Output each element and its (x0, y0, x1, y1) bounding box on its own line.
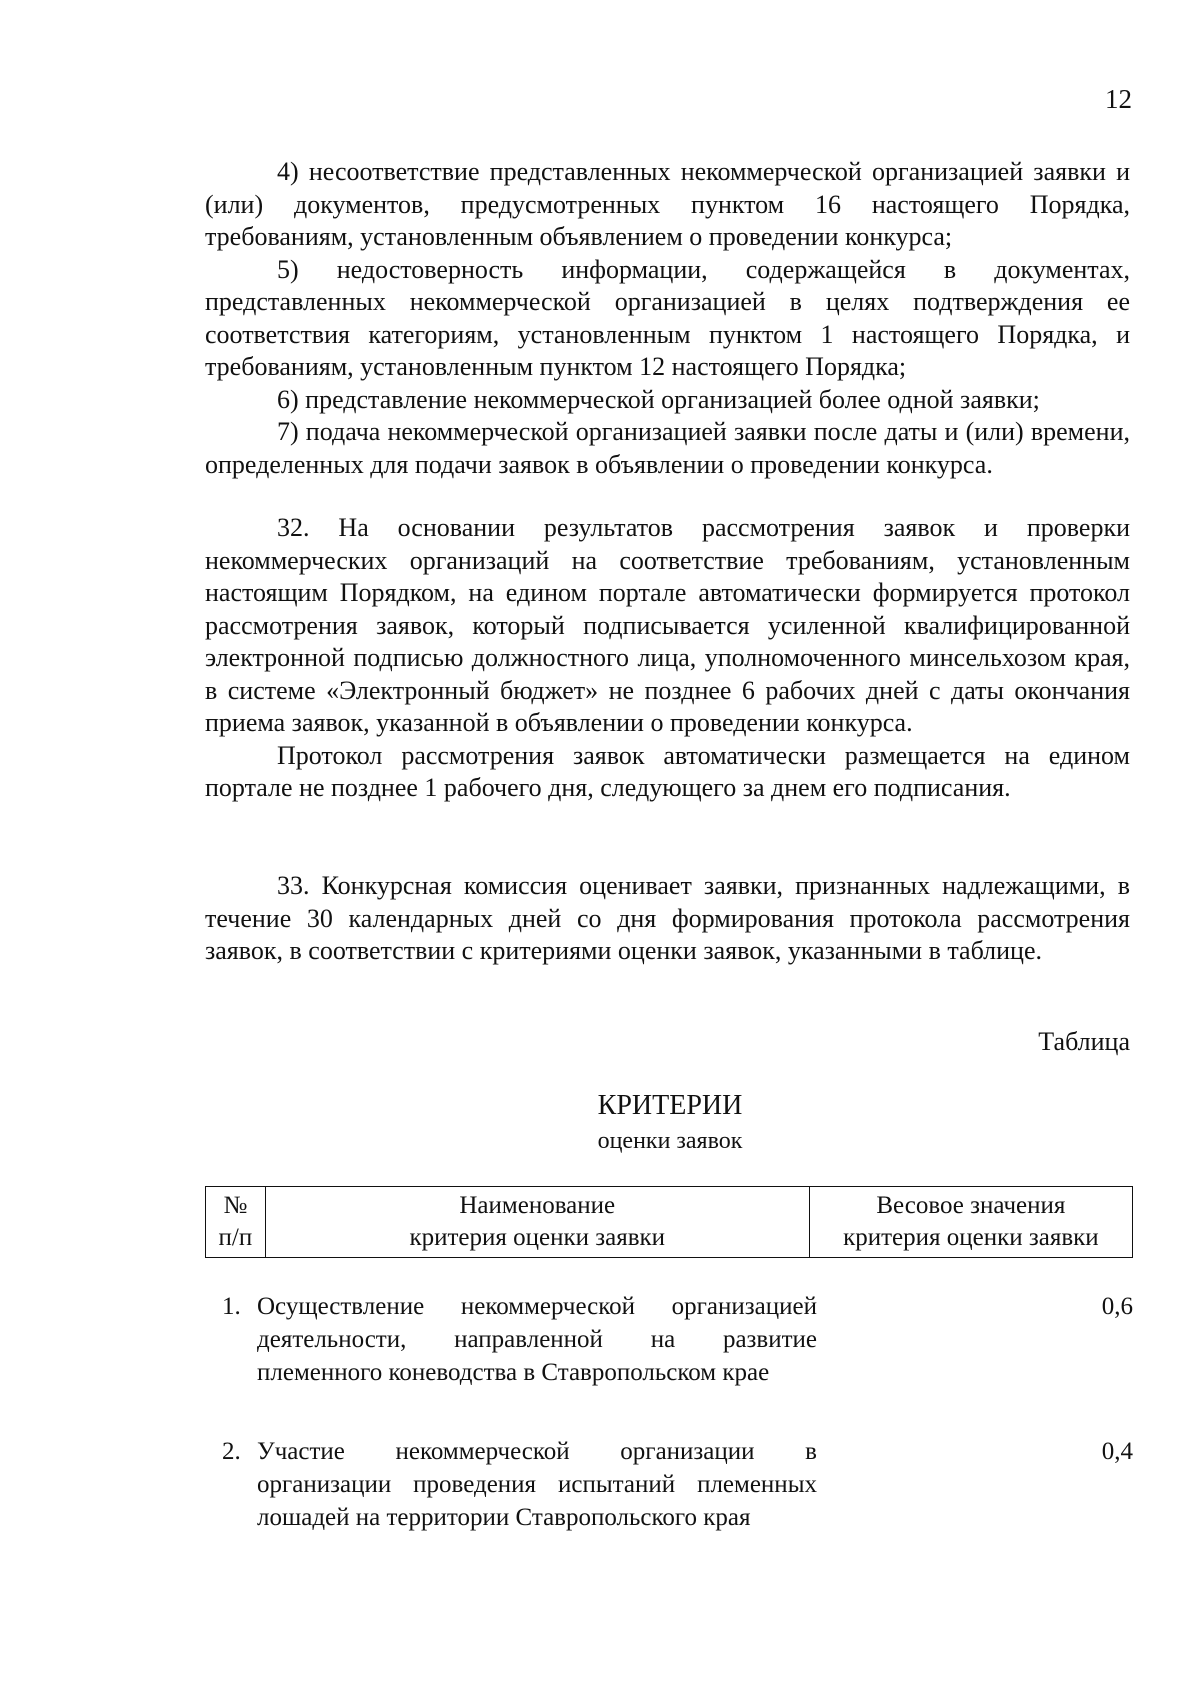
table-row (205, 1435, 1133, 1534)
row-weight-value: 0,6 (1101, 1293, 1133, 1320)
paragraph-item-4: 4) несоответствие представленных некоммерческой организацией заявки и (или) документов, предусмотренных пунктом 16 настоящего Порядка, требованиям, установленным объявлением о проведении конкурса; (205, 157, 1130, 251)
header-num-line1: № (223, 1192, 248, 1219)
paragraph-32-protocol: Протокол рассмотрения заявок автоматически размещается на едином портале не позднее 1 рабочего дня, следующего за днем его подписания. (205, 740, 1130, 802)
table-caption: Таблица (1038, 1027, 1130, 1056)
row-criterion-name: Участие некоммерческой организации в организации проведения испытаний племенных лошадей на территории Ставропольского края (257, 1438, 817, 1531)
header-num (206, 1187, 266, 1258)
table-title: КРИТЕРИИ (597, 1090, 743, 1121)
row-number: 1. (222, 1293, 241, 1320)
paragraph-item-5: 5) недостоверность информации, содержащейся в документах, представленных некоммерческой организацией в целях подтверждения ее соответствия категориям, установленным пунктом 1 настоящего Порядка, и требованиям, установленным пунктом 12 настоящего Порядка; (205, 254, 1130, 381)
table-row (205, 1290, 1133, 1389)
section-33 (205, 870, 1130, 968)
header-name (265, 1187, 809, 1258)
paragraph-32: 32. На основании результатов рассмотрения заявок и проверки некоммерческих организаций на соответствие требованиям, установленным настоящим Порядком, на едином портале автоматически формируется протокол рассмотрения заявок, который подписывается усиленной квалифицированной электронной подписью должностного лица, уполномоченного минсельхозом края, в системе «Электронный бюджет» не позднее 6 рабочих дней с даты окончания приема заявок, указанной в объявлении о проведении конкурса. (205, 513, 1130, 737)
header-weight-line1: Весовое значения (876, 1192, 1066, 1219)
header-weight (809, 1187, 1132, 1258)
section-32 (205, 512, 1130, 805)
criteria-table-header (205, 1186, 1133, 1258)
criteria-table-body (205, 1290, 1133, 1580)
paragraph-33: 33. Конкурсная комиссия оценивает заявки, признанных надлежащими, в течение 30 календарных дней со дня формирования протокола рассмотрения заявок, в соответствии с критериями оценки заявок, указанными в таблице. (205, 871, 1130, 965)
header-num-line2: п/п (218, 1224, 253, 1251)
table-header-row (206, 1187, 1133, 1258)
header-name-line1: Наименование (459, 1192, 616, 1219)
header-name-line2: критерия оценки заявки (409, 1224, 666, 1251)
table-subtitle: оценки заявок (597, 1128, 743, 1154)
paragraph-item-6: 6) представление некоммерческой организацией более одной заявки; (277, 384, 1040, 414)
reasons-list (205, 156, 1130, 481)
row-number: 2. (222, 1438, 241, 1465)
paragraph-item-7: 7) подача некоммерческой организацией заявки после даты и (или) времени, определенных для подачи заявок в объявлении о проведении конкурса. (205, 417, 1130, 479)
row-weight-value: 0,4 (1101, 1438, 1133, 1465)
header-weight-line2: критерия оценки заявки (843, 1224, 1099, 1251)
row-criterion-name: Осуществление некоммерческой организацией деятельности, направленной на развитие племенного коневодства в Ставропольском крае (257, 1293, 817, 1386)
page-number: 12 (1105, 84, 1132, 114)
